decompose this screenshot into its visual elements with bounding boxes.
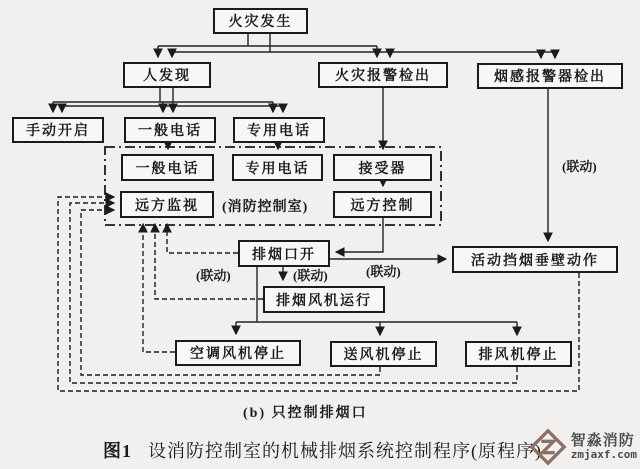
node-supply-fan-stop: 送风机停止: [330, 341, 437, 367]
node-smoke-fan-running: 排烟风机运行: [263, 286, 385, 313]
node-remote-control: 远方控制: [333, 191, 432, 218]
linkage-label-smoke-detector: (联动): [562, 159, 597, 174]
brand-name: 智淼消防: [570, 432, 635, 450]
node-ac-fan-stop: 空调风机停止: [175, 340, 301, 366]
linkage-label-fan-running: (联动): [293, 268, 328, 283]
node-exhaust-fan-stop: 排风机停止: [465, 341, 572, 367]
node-special-phone-upper: 专用电话: [233, 117, 325, 143]
node-smoke-detector-detected: 烟感报警器检出: [477, 63, 623, 89]
node-receiver: 接受器: [333, 154, 432, 181]
node-general-phone-upper: 一般电话: [124, 117, 216, 143]
node-person-discovers: 人发现: [123, 62, 211, 88]
brand-logo-icon: [529, 428, 567, 466]
linkage-label-barrier: (联动): [366, 264, 401, 279]
control-room-note: (消防控制室): [222, 200, 309, 215]
node-fire-alarm-detected: 火灾报警检出: [318, 62, 448, 88]
sub-caption: (b) 只控制排烟口: [243, 406, 368, 421]
node-fire-occurs: 火灾发生: [213, 8, 308, 34]
figure-number: 图1: [103, 441, 132, 461]
node-manual-open: 手动开启: [12, 117, 104, 143]
node-smoke-vent-open: 排烟口开: [238, 240, 330, 267]
linkage-label-vent-feedback: (联动): [196, 268, 231, 283]
node-remote-monitoring: 远方监视: [120, 191, 214, 218]
node-special-phone-room: 专用电话: [232, 154, 323, 181]
figure-title: 设消防控制室的机械排烟系统控制程序(原程序): [148, 441, 542, 461]
node-smoke-barrier-action: 活动挡烟垂壁动作: [452, 246, 618, 273]
watermark: [529, 428, 637, 466]
figure-caption: [103, 437, 542, 463]
node-general-phone-room: 一般电话: [121, 154, 214, 181]
brand-site: zmjaxf.com: [570, 448, 637, 462]
